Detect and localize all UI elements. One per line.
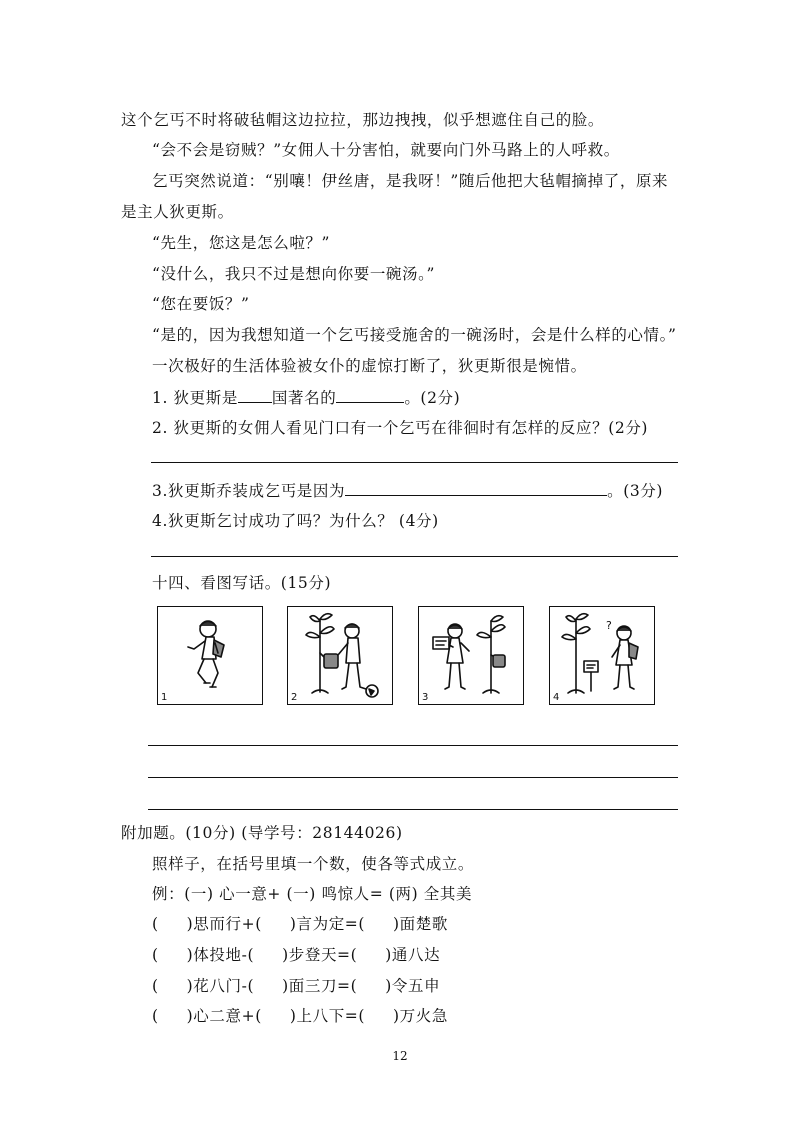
passage-line-6: “没什么，我只不过是想向你要一碗汤。”	[152, 265, 435, 283]
panel-number: 2	[291, 692, 298, 703]
idiom-part-a: )思而行+(	[186, 915, 262, 933]
question-3-blank[interactable]	[345, 480, 607, 496]
question-2: 2. 狄更斯的女佣人看见门口有一个乞丐在徘徊时有怎样的反应？(2分)	[152, 419, 649, 437]
idiom-row-1	[152, 914, 448, 934]
writing-line-3[interactable]	[148, 809, 678, 810]
passage-line-4: 是主人狄更斯。	[121, 203, 234, 221]
picture-panel-4	[549, 606, 655, 705]
question-1-blank-profession[interactable]	[336, 387, 404, 403]
question-1-blank-country[interactable]	[238, 387, 272, 403]
idiom-part-b: )面三刀=(	[282, 977, 358, 995]
bonus-title: 附加题。(10分) (导学号：28144026)	[121, 824, 403, 842]
writing-line-1[interactable]	[148, 745, 678, 746]
question-1-text-c: 。(2分)	[404, 389, 461, 407]
question-3-text-a: 3.狄更斯乔装成乞丐是因为	[152, 482, 346, 500]
svg-text:?: ?	[606, 619, 612, 632]
page-number: 12	[392, 1049, 408, 1063]
question-1-text-a: 1. 狄更斯是	[152, 389, 238, 407]
bonus-example: 例：(一) 心一意+ (一) 鸣惊人= (两) 全其美	[152, 885, 473, 903]
idiom-row-3	[152, 976, 440, 996]
idiom-open: (	[152, 915, 159, 933]
question-2-answer-line[interactable]	[151, 462, 678, 463]
idiom-part-c: )令五申	[385, 977, 441, 995]
boy-hanging-bag-illustration	[288, 607, 392, 704]
passage-line-3: 乞丐突然说道：“别嚷！伊丝唐，是我呀！”随后他把大毡帽摘掉了，原来	[152, 172, 669, 190]
passage-line-5: “先生，您这是怎么啦？”	[152, 234, 331, 252]
picture-panel-2	[287, 606, 393, 705]
panel-number: 3	[422, 692, 429, 703]
idiom-part-a: )体投地-(	[186, 946, 255, 964]
idiom-part-b: )步登天=(	[282, 946, 358, 964]
question-1-text-b: 国著名的	[271, 389, 337, 407]
picture-panel-1	[157, 606, 263, 705]
question-4: 4.狄更斯乞讨成功了吗？为什么？ (4分)	[152, 512, 439, 530]
panel-number: 4	[553, 692, 560, 703]
idiom-open: (	[152, 1007, 159, 1025]
bonus-instruction: 照样子，在括号里填一个数，使各等式成立。	[152, 855, 475, 873]
idiom-part-c: )通八达	[385, 946, 441, 964]
child-thinking-illustration	[550, 607, 654, 704]
section-14-title: 十四、看图写话。(15分)	[152, 574, 332, 592]
writing-line-2[interactable]	[148, 777, 678, 778]
idiom-row-2	[152, 945, 440, 965]
idiom-open: (	[152, 977, 159, 995]
boy-walking-illustration	[158, 607, 262, 704]
idiom-part-a: )花八门-(	[186, 977, 255, 995]
idiom-part-b: )上八下=(	[289, 1007, 366, 1025]
passage-line-1: 这个乞丐不时将破毡帽这边拉拉，那边拽拽，似乎想遮住自己的脸。	[121, 111, 605, 129]
idiom-row-4	[152, 1006, 448, 1026]
idiom-open: (	[152, 946, 159, 964]
question-3	[152, 480, 663, 501]
idiom-part-a: )心二意+(	[186, 1007, 262, 1025]
idiom-part-b: )言为定=(	[289, 915, 366, 933]
question-4-answer-line[interactable]	[151, 556, 678, 557]
idiom-part-c: )面楚歌	[393, 915, 448, 933]
picture-panel-3	[418, 606, 524, 705]
passage-line-8: “是的，因为我想知道一个乞丐接受施舍的一碗汤时，会是什么样的心情。”	[152, 326, 677, 344]
passage-line-9: 一次极好的生活体验被女仆的虚惊打断了，狄更斯很是惋惜。	[152, 357, 587, 375]
panel-number: 1	[161, 692, 168, 703]
idiom-part-c: )万火急	[393, 1007, 448, 1025]
passage-line-7: “您在要饭？”	[152, 295, 250, 313]
child-with-sign-illustration	[419, 607, 523, 704]
question-3-text-b: 。(3分)	[607, 482, 664, 500]
question-1	[152, 387, 460, 408]
passage-line-2: “会不会是窃贼？”女佣人十分害怕，就要向门外马路上的人呼救。	[152, 141, 620, 159]
